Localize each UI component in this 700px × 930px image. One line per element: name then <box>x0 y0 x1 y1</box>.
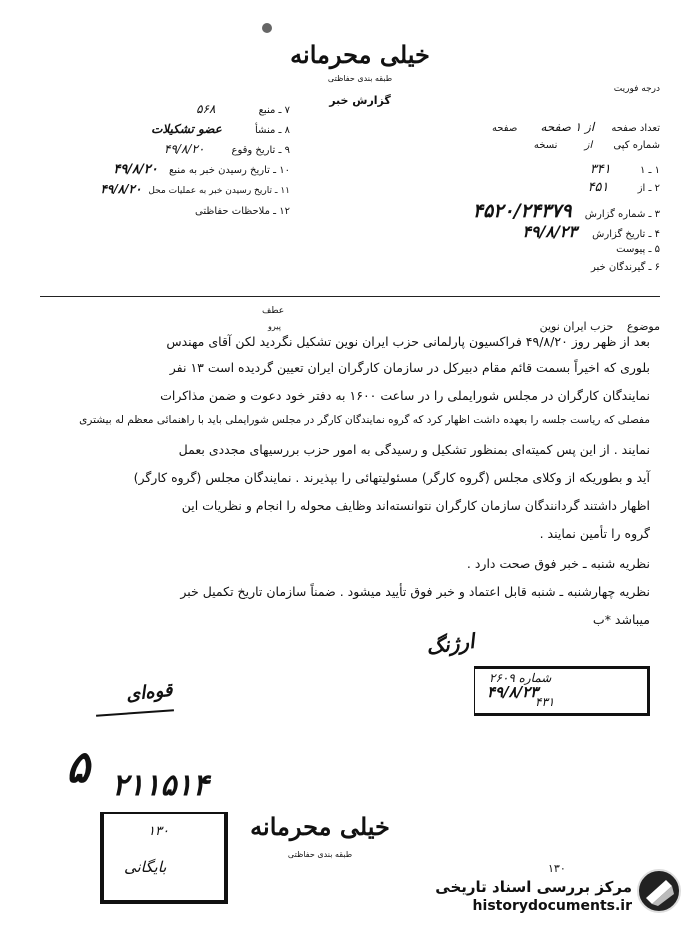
body-line-3: نمایندگان کارگران در مجلس شورایملی را در ساعت ۱۶۰۰ به دفتر خود دعوت و ضمن مذاکرات <box>160 388 650 403</box>
right-field-recipients: ۶ ـ گیرندگان خبر <box>590 262 660 273</box>
body-line-6: آید و بطوریکه از وکلای مجلس (گروه کارگر) مسئولیتهائی را بپذیرند . نمایندگان مجلس (گروه کارگر) <box>133 470 650 485</box>
right-field-1: ۱ ـ ۱ ۳۴۱ <box>589 162 660 177</box>
right-field-report-date: ۴ ـ تاریخ گزارش ۴۹/۸/۲۳ <box>522 222 660 241</box>
right-field-report-number: ۳ ـ شماره گزارش ۴۵۲۰/۲۴۳۷۹ <box>472 200 660 222</box>
evaluation-tail: میباشد *ب <box>592 612 650 627</box>
archive-mark: ۵ <box>66 742 90 793</box>
evaluation-line-2: نظریه چهارشنبه ـ شنبه قابل اعتماد و خبر فوق تأیید میشود . ضمناً سازمان تاریخ تکمیل خبر <box>180 584 650 599</box>
top-classification: خیلی محرمانه <box>290 40 430 69</box>
handwritten-note: قوه‌ای <box>125 679 174 706</box>
right-field-2: ۲ ـ از ۴۵۱ <box>587 180 660 195</box>
archive-number: ۲۱۱۵۱۴ <box>112 768 209 803</box>
footer-classification-sub: طبقه بندی حفاظتی <box>287 850 353 859</box>
left-field-ops-date: ۱۱ ـ تاریخ رسیدن خبر به عملیات محل ۴۹/۸/۲۰ <box>100 182 290 196</box>
left-field-security-notes: ۱۲ ـ ملاحظات حفاظتی <box>195 206 290 217</box>
report-type: گزارش خبر <box>329 94 391 107</box>
archive-box-stamp: ۱۳۰ بایگانی <box>100 812 228 904</box>
right-field-attachment: ۵ ـ پیوست <box>616 244 660 255</box>
right-field-pages: تعداد صفحه از ۱ صفحه صفحه <box>491 120 660 134</box>
left-field-occurrence-date: ۹ ـ تاریخ وقوع ۴۹/۸/۲۰ <box>164 142 290 156</box>
margin-note-follow: پیرو <box>268 322 281 331</box>
watermark-url: historydocuments.ir <box>472 898 632 914</box>
body-line-2: بلوری که اخیراً بسمت قائم مقام دبیرکل در سازمان کارگران ایران تعیین گردیده است ۱۳ نفر <box>169 360 650 375</box>
header-divider <box>40 296 660 297</box>
watermark-logo <box>636 868 682 914</box>
footer-classification: خیلی محرمانه <box>250 812 390 841</box>
priority-label: درجه فوریت <box>613 84 660 94</box>
left-field-source: ۷ ـ منبع ۵۶۸ <box>196 102 290 116</box>
right-field-copy: شماره کپی از نسخه <box>533 140 660 151</box>
punch-hole <box>262 23 272 33</box>
body-line-8: گروه را تأمین نمایند . <box>539 526 650 541</box>
left-field-source-date: ۱۰ ـ تاریخ رسیدن خبر به منبع ۴۹/۸/۲۰ <box>113 162 290 177</box>
margin-note-ref: عطف <box>262 306 285 316</box>
top-classification-sub: طبقه بندی حفاظتی <box>327 74 393 83</box>
note-underline <box>96 709 174 716</box>
evaluation-line-1: نظریه شنبه ـ خبر فوق صحت دارد . <box>466 556 650 571</box>
body-line-5: نمایند . از این پس کمیته‌ای بمنظور تشکیل و رسیدگی به امور حزب بررسیهای مجددی بعمل <box>178 442 650 457</box>
body-line-7: اظهار داشتند گردانندگان سازمان کارگران نتوانسته‌اند وظایف محوله را انجام و نظریات این <box>181 498 650 513</box>
watermark-title: مرکز بررسی اسناد تاریخی <box>435 878 632 896</box>
incoming-stamp: شماره ۲۶۰۹ ۴۹/۸/۲۳ ۴۳۱ <box>474 666 650 716</box>
subject-line: موضوع حزب ایران نوین <box>539 320 660 333</box>
footer-page-code: ۱۳۰ <box>548 862 566 875</box>
left-field-origin: ۸ ـ منشأ عضو تشکیلات <box>151 122 290 136</box>
body-line-4: مفصلی که ریاست جلسه را بعهده داشت اظهار کرد که گروه نمایندگان کارگر در مجلس شورایملی باید با راهنمائی معظم له بیشتری <box>79 414 650 426</box>
signature: ارژنگ <box>424 628 476 660</box>
body-line-1: بعد از ظهر روز ۴۹/۸/۲۰ فراکسیون پارلمانی حزب ایران نوین تشکیل نگردید لکن آقای مهندس <box>166 334 650 349</box>
